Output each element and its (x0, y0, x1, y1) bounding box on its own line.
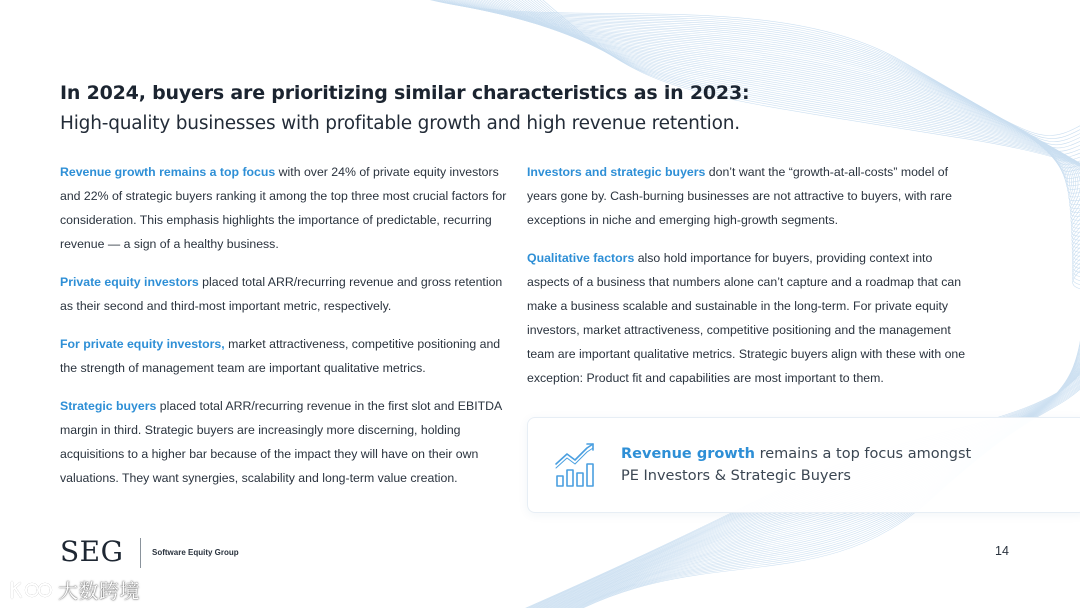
paragraph-pe-qualitative (60, 332, 512, 380)
callout-box (527, 417, 1080, 513)
callout-line1: remains a top focus amongst (754, 446, 972, 462)
paragraph-qualitative-factors (527, 246, 975, 390)
callout-line2: PE Investors & Strategic Buyers (621, 468, 851, 484)
right-column (527, 160, 975, 404)
callout-highlight: Revenue growth (621, 446, 755, 462)
watermark (8, 575, 140, 604)
wave-line (422, 0, 1080, 158)
company-name: Software Equity Group (152, 548, 239, 557)
paragraph-private-equity (60, 270, 512, 318)
paragraph-highlight: Qualitative factors (527, 251, 635, 265)
paragraph-investors-strategic (527, 160, 975, 232)
paragraph-text: also hold importance for buyers, providing context into aspects of a business that numbers alone can’t capture and a roadmap that can make a business scalable and sustainable in the long-term. For private equity investors, market attractiveness, competitive positioning and the management team are important qualitative metrics. Strategic buyers align with these with one exception: Product fit and capabilities are most important to them. (527, 251, 966, 385)
paragraph-text: market attractiveness, competitive positioning and the strength of management team are important qualitative metrics. (60, 337, 501, 375)
paragraph-highlight: For private equity investors, (60, 337, 225, 351)
paragraph-highlight: Private equity investors (60, 275, 199, 289)
paragraph-text: with over 24% of private equity investors and 22% of strategic buyers ranking it among the top three most crucial factors for consideration. This emphasis highlights the importance of predictable, recurring revenue — a sign of a healthy business. (60, 165, 507, 251)
paragraph-strategic-buyers (60, 394, 512, 490)
paragraph-text: placed total ARR/recurring revenue in the first slot and EBITDA margin in third. Strategic buyers are increasingly more discerning, holding acquisitions to a higher bar because of the impact they will have on their own valuations. They want synergies, scalability and long-term value creation. (60, 399, 502, 485)
slide-title: In 2024, buyers are prioritizing similar characteristics as in 2023: (60, 82, 750, 104)
footer-divider (140, 538, 141, 568)
paragraph-highlight: Revenue growth remains a top focus (60, 165, 276, 179)
paragraph-highlight: Strategic buyers (60, 399, 157, 413)
paragraph-text: placed total ARR/recurring revenue and gross retention as their second and third-most important metric, respectively. (60, 275, 503, 313)
paragraph-highlight: Investors and strategic buyers (527, 165, 706, 179)
growth-chart-icon (554, 442, 598, 488)
kuajing-logo-icon (8, 578, 54, 602)
page-number: 14 (995, 544, 1009, 558)
seg-logo: SEG (60, 535, 124, 568)
watermark-text: 大数跨境 (58, 579, 140, 603)
callout-text (621, 443, 1001, 487)
slide-subtitle: High-quality businesses with profitable growth and high revenue retention. (60, 113, 740, 134)
left-column (60, 160, 512, 504)
paragraph-text: don’t want the “growth-at-all-costs” model of years gone by. Cash-burning businesses are not attractive to buyers, with rare exceptions in niche and emerging high-growth segments. (527, 165, 952, 227)
paragraph-revenue-growth (60, 160, 512, 256)
